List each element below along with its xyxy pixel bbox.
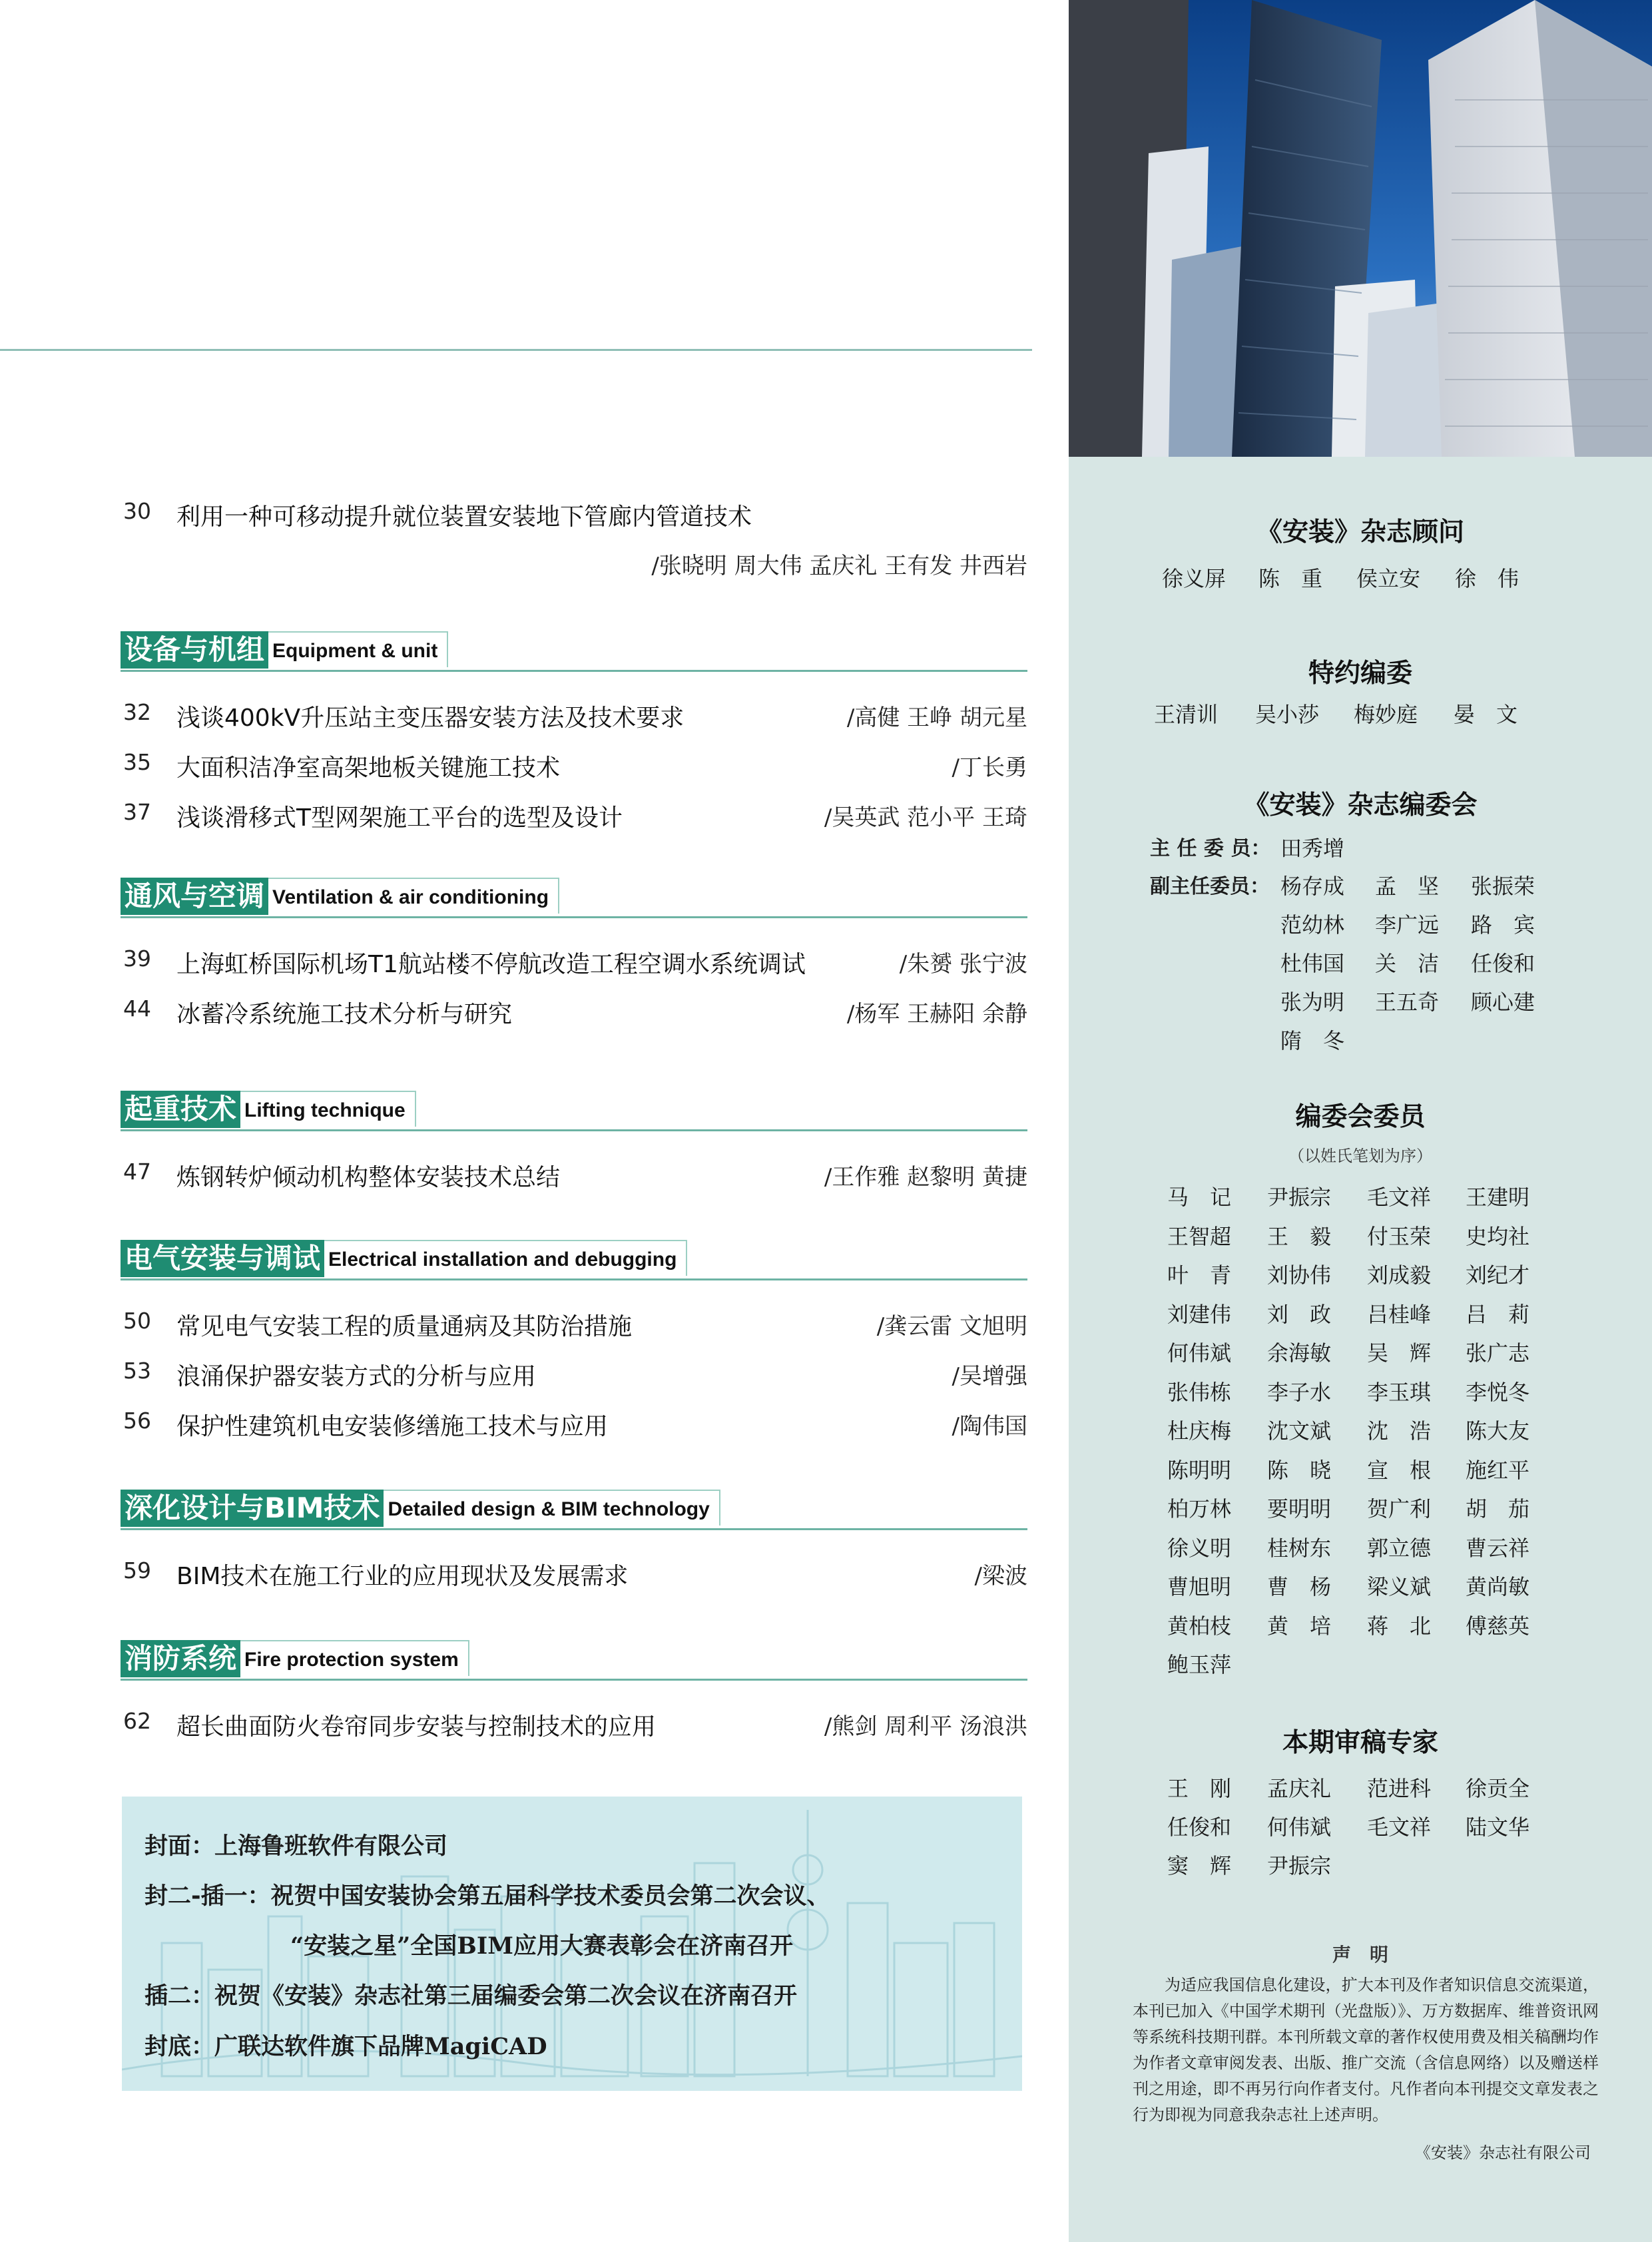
section-heading bbox=[121, 1240, 687, 1280]
person-name: 要明明 bbox=[1267, 1496, 1332, 1522]
person-name: 李悦冬 bbox=[1466, 1379, 1530, 1405]
director-row bbox=[1069, 832, 1652, 869]
article-authors: /陶伟国 bbox=[952, 1413, 1027, 1440]
page-number: 30 bbox=[123, 498, 151, 524]
section-title-en: Fire protection system bbox=[240, 1640, 469, 1676]
person-name: 杜庆梅 bbox=[1167, 1418, 1232, 1444]
members-title: 编委会委员 bbox=[1295, 1102, 1426, 1132]
article-title[interactable]: 常见电气安装工程的质量通病及其防治措施 bbox=[176, 1313, 633, 1340]
members-row bbox=[1069, 1532, 1652, 1569]
page-number: 47 bbox=[123, 1159, 151, 1185]
person-name: 徐贡全 bbox=[1466, 1776, 1530, 1801]
section-title-en: Ventilation & air conditioning bbox=[268, 878, 559, 914]
section-title-en: Equipment & unit bbox=[268, 631, 448, 667]
person-name: 傅慈英 bbox=[1466, 1613, 1530, 1639]
section-rule bbox=[121, 1679, 1027, 1681]
section-heading bbox=[121, 1091, 416, 1131]
article-authors: /杨军 王赫阳 余静 bbox=[846, 1001, 1027, 1027]
special-editors-row bbox=[1069, 698, 1652, 735]
article-title[interactable]: 保护性建筑机电安装修缮施工技术与应用 bbox=[176, 1413, 609, 1440]
person-name: 任俊和 bbox=[1167, 1815, 1232, 1840]
section-heading bbox=[121, 1490, 720, 1530]
section-heading bbox=[121, 631, 448, 671]
article-authors: /吴增强 bbox=[952, 1363, 1027, 1390]
person-name: 曹 杨 bbox=[1267, 1574, 1332, 1599]
cover-note-value: 广联达软件旗下品牌MagiCAD bbox=[214, 2033, 547, 2060]
deputy-label: 副主任委员： bbox=[1150, 875, 1270, 898]
skyscraper-photo bbox=[1069, 0, 1652, 457]
person-name: 李玉琪 bbox=[1367, 1379, 1432, 1405]
section-rule bbox=[121, 1278, 1027, 1280]
person-name: 沈文斌 bbox=[1267, 1418, 1332, 1444]
reviewers-row bbox=[1069, 1811, 1652, 1848]
person-name: 李子水 bbox=[1267, 1379, 1332, 1405]
toc-entry[interactable] bbox=[123, 995, 1027, 1035]
person-name: 任俊和 bbox=[1471, 951, 1535, 976]
person-name: 张伟栋 bbox=[1167, 1379, 1232, 1405]
page-number: 59 bbox=[123, 1557, 151, 1583]
reviewers-row bbox=[1069, 1849, 1652, 1886]
person-name: 郭立德 bbox=[1367, 1535, 1432, 1561]
person-name: 何伟斌 bbox=[1167, 1340, 1232, 1366]
person-name: 陈 晓 bbox=[1267, 1457, 1332, 1483]
person-name: 史均社 bbox=[1466, 1223, 1530, 1249]
cover-note-value: 祝贺《安装》杂志社第三届编委会第二次会议在济南召开 bbox=[214, 1982, 798, 2010]
person-name: 隋 冬 bbox=[1280, 1028, 1345, 1053]
cover-note-key: 封底： bbox=[144, 2034, 215, 2060]
toc-entry[interactable] bbox=[123, 1557, 1027, 1597]
person-name: 曹旭明 bbox=[1167, 1574, 1232, 1599]
person-name: 宣 根 bbox=[1367, 1457, 1432, 1483]
article-authors: /丁长勇 bbox=[952, 754, 1027, 781]
declaration-body: 为适应我国信息化建设，扩大本刊及作者知识信息交流渠道，本刊已加入《中国学术期刊（光盘版）》、万方数据库、维普资讯网等系统科技期刊群。本刊所载文章的著作权使用费及相关稿酬均作为作者文章审阅发表、出版、推广交流（含信息网络）以及赠送样刊之用途，即不再另行向作者支付。凡作者向本刊提交文章发表之行为即视为同意我杂志社上述声明。 bbox=[1133, 1976, 1599, 2124]
article-authors: /高健 王峥 胡元星 bbox=[846, 704, 1027, 731]
section-rule bbox=[121, 1528, 1027, 1530]
deputy-row bbox=[1069, 908, 1652, 946]
toc-entry[interactable] bbox=[123, 799, 1027, 839]
members-row bbox=[1069, 1181, 1652, 1218]
person-name: 侯立安 bbox=[1356, 566, 1421, 591]
person-name: 黄柏枝 bbox=[1167, 1613, 1232, 1639]
page-number: 32 bbox=[123, 699, 151, 725]
person-name: 李广远 bbox=[1375, 912, 1440, 938]
section-rule bbox=[121, 916, 1027, 918]
page-number: 35 bbox=[123, 749, 151, 775]
person-name: 徐义明 bbox=[1167, 1535, 1232, 1561]
person-name: 马 记 bbox=[1167, 1185, 1232, 1210]
person-name: 鲍玉萍 bbox=[1167, 1652, 1232, 1677]
person-name: 叶 青 bbox=[1167, 1262, 1232, 1288]
person-name: 吴 辉 bbox=[1367, 1340, 1432, 1366]
members-row bbox=[1069, 1336, 1652, 1374]
article-title[interactable]: 超长曲面防火卷帘同步安装与控制技术的应用 bbox=[176, 1713, 657, 1741]
person-name: 刘协伟 bbox=[1267, 1262, 1332, 1288]
person-name: 曹云祥 bbox=[1466, 1535, 1530, 1561]
reviewers-title: 本期审稿专家 bbox=[1282, 1728, 1438, 1758]
page-number: 53 bbox=[123, 1358, 151, 1384]
person-name: 余海敏 bbox=[1267, 1340, 1332, 1366]
person-name: 田秀增 bbox=[1280, 836, 1345, 861]
special-editors-title: 特约编委 bbox=[1308, 659, 1412, 689]
person-name: 陆文华 bbox=[1466, 1815, 1530, 1840]
article-title[interactable]: 浪涌保护器安装方式的分析与应用 bbox=[176, 1363, 537, 1390]
person-name: 范进科 bbox=[1367, 1776, 1432, 1801]
deputy-row bbox=[1069, 985, 1652, 1023]
person-name: 王 刚 bbox=[1167, 1776, 1232, 1801]
toc-entry[interactable] bbox=[123, 1708, 1027, 1748]
person-name: 吕桂峰 bbox=[1367, 1301, 1432, 1327]
person-name: 徐义屏 bbox=[1162, 566, 1227, 591]
person-name: 蒋 北 bbox=[1367, 1613, 1432, 1639]
page-number: 50 bbox=[123, 1308, 151, 1334]
person-name: 晏 文 bbox=[1454, 702, 1518, 727]
person-name: 施红平 bbox=[1466, 1457, 1530, 1483]
person-name: 毛文祥 bbox=[1367, 1815, 1432, 1840]
article-authors: /吴英武 范小平 王琦 bbox=[824, 804, 1027, 831]
article-title[interactable]: 利用一种可移动提升就位装置安装地下管廊内管道技术 bbox=[176, 503, 752, 531]
page-number: 62 bbox=[123, 1708, 151, 1734]
toc-entry[interactable] bbox=[123, 1408, 1027, 1448]
cover-note-value: 上海鲁班软件有限公司 bbox=[214, 1832, 448, 1860]
cover-note-key: 插二： bbox=[144, 1983, 215, 2010]
person-name: 桂树东 bbox=[1267, 1535, 1332, 1561]
person-name: 王建明 bbox=[1466, 1185, 1530, 1210]
person-name: 王智超 bbox=[1167, 1223, 1232, 1249]
toc-entry[interactable] bbox=[123, 1308, 1027, 1348]
section-title-cn: 深化设计与BIM技术 bbox=[121, 1490, 384, 1527]
cover-note-key: 封二-插一： bbox=[144, 1883, 271, 1910]
section-heading bbox=[121, 878, 559, 918]
person-name: 梁义斌 bbox=[1367, 1574, 1432, 1599]
person-name: 沈 浩 bbox=[1367, 1418, 1432, 1444]
person-name: 徐 伟 bbox=[1455, 566, 1519, 591]
article-authors: /梁波 bbox=[974, 1563, 1027, 1589]
members-row bbox=[1069, 1609, 1652, 1647]
article-title[interactable]: 浅谈滑移式T型网架施工平台的选型及设计 bbox=[176, 804, 623, 832]
person-name: 王清训 bbox=[1154, 702, 1219, 727]
article-authors: /朱赟 张宁波 bbox=[899, 951, 1027, 978]
members-row bbox=[1069, 1376, 1652, 1413]
person-name: 尹振宗 bbox=[1267, 1185, 1332, 1210]
section-rule bbox=[121, 670, 1027, 672]
person-name: 吕 莉 bbox=[1466, 1301, 1530, 1327]
deputy-row bbox=[1069, 947, 1652, 984]
members-row bbox=[1069, 1454, 1652, 1491]
article-title[interactable]: 炼钢转炉倾动机构整体安装技术总结 bbox=[176, 1164, 561, 1191]
person-name: 柏万林 bbox=[1167, 1496, 1232, 1522]
toc-entry[interactable] bbox=[123, 749, 1027, 789]
toc-entry[interactable] bbox=[123, 946, 1027, 985]
person-name: 刘成毅 bbox=[1367, 1262, 1432, 1288]
advisors-row bbox=[1069, 562, 1652, 599]
person-name: 毛文祥 bbox=[1367, 1185, 1432, 1210]
editorial-board-panel bbox=[1069, 0, 1652, 2242]
person-name: 窦 辉 bbox=[1167, 1853, 1232, 1878]
members-row bbox=[1069, 1414, 1652, 1452]
members-row bbox=[1069, 1648, 1652, 1685]
toc-entry[interactable] bbox=[123, 1358, 1027, 1398]
person-name: 黄 培 bbox=[1267, 1613, 1332, 1639]
person-name: 王五奇 bbox=[1375, 989, 1440, 1015]
person-name: 孟 坚 bbox=[1375, 874, 1440, 899]
section-heading bbox=[121, 1640, 469, 1680]
section-title-en: Detailed design & BIM technology bbox=[384, 1490, 720, 1526]
members-row bbox=[1069, 1492, 1652, 1530]
cover-note-line bbox=[144, 1978, 797, 2011]
article-title[interactable]: 大面积洁净室高架地板关键施工技术 bbox=[176, 754, 561, 782]
person-name: 胡 茄 bbox=[1466, 1496, 1530, 1522]
person-name: 梅妙庭 bbox=[1354, 702, 1418, 727]
section-title-en: Electrical installation and debugging bbox=[324, 1240, 687, 1276]
section-title-en: Lifting technique bbox=[240, 1091, 416, 1127]
person-name: 陈 重 bbox=[1258, 566, 1323, 591]
person-name: 贺广利 bbox=[1367, 1496, 1432, 1522]
members-subtitle: （以姓氏笔划为序） bbox=[1288, 1147, 1432, 1165]
person-name: 刘建伟 bbox=[1167, 1301, 1232, 1327]
person-name: 关 洁 bbox=[1375, 951, 1440, 976]
article-authors: /龚云雷 文旭明 bbox=[876, 1313, 1027, 1340]
person-name: 何伟斌 bbox=[1267, 1815, 1332, 1840]
toc-entry[interactable] bbox=[123, 699, 1027, 739]
section-rule bbox=[121, 1129, 1027, 1131]
declaration-signature: 《安装》杂志社有限公司 bbox=[1415, 2143, 1591, 2162]
reviewers-row bbox=[1069, 1772, 1652, 1809]
article-authors: /熊剑 周利平 汤浪洪 bbox=[824, 1713, 1027, 1740]
person-name: 尹振宗 bbox=[1267, 1853, 1332, 1878]
toc-entry[interactable] bbox=[123, 1159, 1027, 1199]
article-title[interactable]: 浅谈400kV升压站主变压器安装方法及技术要求 bbox=[176, 704, 685, 732]
person-name: 张为明 bbox=[1280, 989, 1345, 1015]
members-row bbox=[1069, 1259, 1652, 1296]
cover-note-line bbox=[144, 2028, 547, 2062]
person-name: 王 毅 bbox=[1267, 1223, 1332, 1249]
page-number: 37 bbox=[123, 799, 151, 825]
person-name: 陈明明 bbox=[1167, 1457, 1232, 1483]
cover-note-line bbox=[144, 1878, 830, 1911]
person-name: 刘 政 bbox=[1267, 1301, 1332, 1327]
section-title-cn: 消防系统 bbox=[121, 1640, 240, 1677]
person-name: 范幼林 bbox=[1280, 912, 1345, 938]
members-row bbox=[1069, 1220, 1652, 1257]
advisors-title: 《安装》杂志顾问 bbox=[1256, 517, 1464, 547]
director-label: 主 任 委 员： bbox=[1150, 837, 1271, 860]
person-name: 孟庆礼 bbox=[1267, 1776, 1332, 1801]
article-title[interactable]: BIM技术在施工行业的应用现状及发展需求 bbox=[176, 1563, 629, 1590]
person-name: 杜伟国 bbox=[1280, 951, 1345, 976]
person-name: 张广志 bbox=[1466, 1340, 1530, 1366]
page-number: 44 bbox=[123, 995, 151, 1021]
article-authors: /王作雅 赵黎明 黄捷 bbox=[824, 1164, 1027, 1191]
section-title-cn: 通风与空调 bbox=[121, 878, 268, 915]
cover-note-value: “安装之星”全国BIM应用大赛表彰会在济南召开 bbox=[290, 1932, 793, 1960]
cover-notes-box bbox=[122, 1797, 1022, 2091]
deputy-row bbox=[1069, 870, 1652, 907]
members-row bbox=[1069, 1570, 1652, 1607]
toc-entry[interactable] bbox=[123, 498, 1027, 538]
person-name: 刘纪才 bbox=[1466, 1262, 1530, 1288]
deputy-row bbox=[1069, 1024, 1652, 1061]
top-divider bbox=[0, 349, 1032, 351]
person-name: 路 宾 bbox=[1471, 912, 1535, 938]
article-title[interactable]: 冰蓄冷系统施工技术分析与研究 bbox=[176, 1001, 513, 1028]
person-name: 黄尚敏 bbox=[1466, 1574, 1530, 1599]
page-number: 39 bbox=[123, 946, 151, 972]
cover-note-key: 封面： bbox=[144, 1833, 215, 1860]
cover-note-line bbox=[290, 1928, 793, 1961]
page-number: 56 bbox=[123, 1408, 151, 1434]
section-title-cn: 电气安装与调试 bbox=[121, 1240, 324, 1277]
person-name: 吴小莎 bbox=[1255, 702, 1320, 727]
article-title[interactable]: 上海虹桥国际机场T1航站楼不停航改造工程空调水系统调试 bbox=[176, 951, 806, 978]
person-name: 陈大友 bbox=[1466, 1418, 1530, 1444]
section-title-cn: 起重技术 bbox=[121, 1091, 240, 1128]
person-name: 杨存成 bbox=[1280, 874, 1345, 899]
article-authors: /张晓明 周大伟 孟庆礼 王有发 井西岩 bbox=[651, 553, 1027, 579]
person-name: 张振荣 bbox=[1471, 874, 1535, 899]
committee-title: 《安装》杂志编委会 bbox=[1243, 790, 1478, 820]
section-title-cn: 设备与机组 bbox=[121, 631, 268, 669]
cover-note-line bbox=[144, 1828, 447, 1861]
cover-note-value: 祝贺中国安装协会第五届科学技术委员会第二次会议、 bbox=[270, 1882, 830, 1910]
person-name: 付玉荣 bbox=[1367, 1223, 1432, 1249]
members-row bbox=[1069, 1298, 1652, 1335]
person-name: 顾心建 bbox=[1471, 989, 1535, 1015]
declaration-title: 声 明 bbox=[1332, 1944, 1388, 1966]
